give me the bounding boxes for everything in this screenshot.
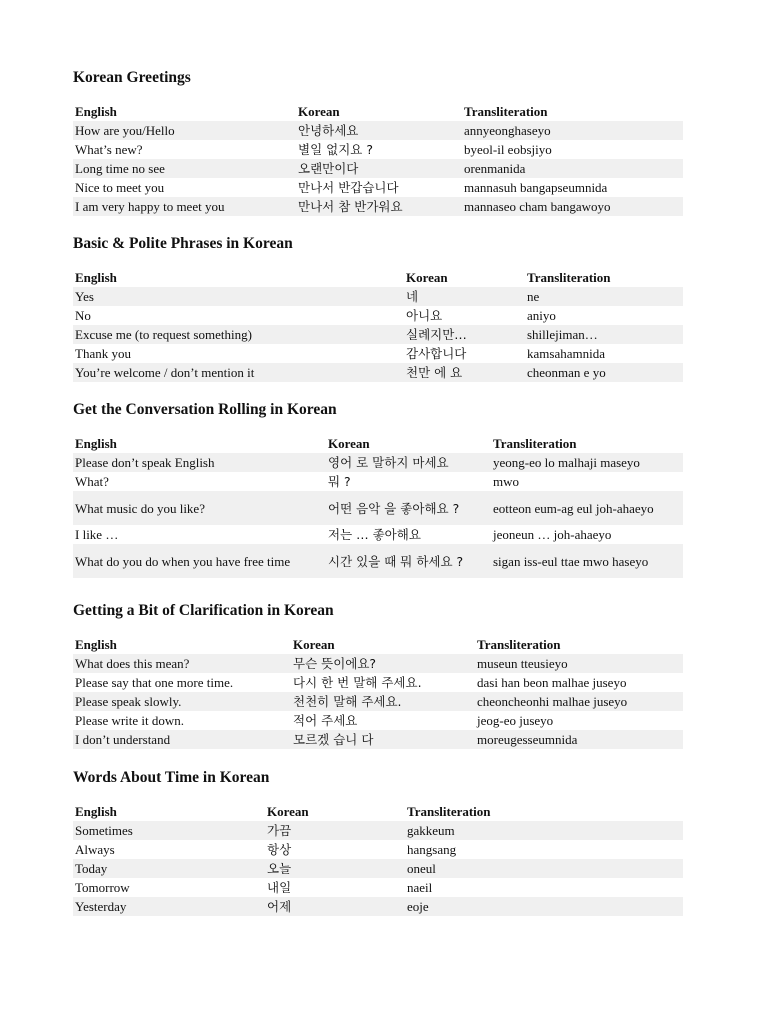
table-row <box>73 897 683 916</box>
table-row <box>73 840 683 859</box>
cell-korean: 어제 <box>265 897 405 916</box>
cell-english: I like … <box>75 527 119 542</box>
table-row <box>73 453 683 472</box>
cell-korean: 가끔 <box>265 821 405 840</box>
table-row <box>73 287 683 306</box>
header-english: English <box>75 436 117 451</box>
cell-transliteration: naeil <box>407 880 433 895</box>
cell-transliteration: jeoneun … joh-ahaeyo <box>493 527 612 542</box>
table-row <box>73 472 683 491</box>
header-korean: Korean <box>328 436 370 451</box>
cell-english: Excuse me (to request something) <box>73 325 404 344</box>
cell-korean: 다시 한 번 말해 주세요. <box>293 675 422 690</box>
cell-transliteration: cheonman e yo <box>525 363 683 382</box>
table-row <box>73 654 683 673</box>
cell-korean: 천천히 말해 주세요. <box>291 692 475 711</box>
cell-korean: 안녕하세요 <box>296 121 462 140</box>
table-row <box>73 711 683 730</box>
table-row <box>73 159 683 178</box>
cell-korean: 항상 <box>267 842 292 857</box>
cell-english: Nice to meet you <box>75 180 165 195</box>
cell-transliteration: eoje <box>405 897 683 916</box>
section-title: Basic & Polite Phrases in Korean <box>73 235 293 252</box>
cell-transliteration: gakkeum <box>405 821 683 840</box>
table-row <box>73 197 683 216</box>
cell-transliteration: aniyo <box>527 308 556 323</box>
cell-english: Today <box>73 859 265 878</box>
cell-transliteration: dasi han beon malhae juseyo <box>477 675 627 690</box>
cell-korean: 네 <box>404 287 525 306</box>
cell-english: What? <box>75 474 109 489</box>
cell-transliteration: museun tteusieyo <box>475 654 683 673</box>
table-row <box>73 306 683 325</box>
table-header-row <box>73 268 683 287</box>
section-title: Korean Greetings <box>73 69 191 86</box>
cell-korean: 오랜만이다 <box>296 159 462 178</box>
table-row <box>73 692 683 711</box>
cell-transliteration: ne <box>525 287 683 306</box>
cell-transliteration: jeog-eo juseyo <box>477 713 554 728</box>
cell-english: Long time no see <box>73 159 296 178</box>
cell-transliteration: byeol-il eobsjiyo <box>464 142 552 157</box>
cell-transliteration: mwo <box>493 474 519 489</box>
header-transliteration: Transliteration <box>464 104 548 119</box>
cell-english: Sometimes <box>73 821 265 840</box>
cell-transliteration: shillejiman… <box>525 325 683 344</box>
phrase-table <box>73 102 683 216</box>
table-row <box>73 878 683 897</box>
cell-korean: 실례지만… <box>404 325 525 344</box>
phrase-table <box>73 434 683 578</box>
cell-transliteration: mannaseo cham bangawoyo <box>462 197 683 216</box>
header-transliteration: Transliteration <box>407 804 491 819</box>
cell-korean: 내일 <box>267 880 292 895</box>
header-transliteration: Transliteration <box>493 436 577 451</box>
cell-english: I am very happy to meet you <box>73 197 296 216</box>
cell-english: No <box>75 308 91 323</box>
section-conversation-rolling <box>73 399 683 578</box>
table-row <box>73 821 683 840</box>
table-row <box>73 730 683 749</box>
section-basic-polite-phrases <box>73 233 683 382</box>
cell-english: You’re welcome / don’t mention it <box>73 363 404 382</box>
cell-transliteration: cheoncheonhi malhae juseyo <box>475 692 683 711</box>
phrase-table <box>73 802 683 916</box>
cell-korean: 저는 … 좋아해요 <box>328 527 421 542</box>
section-clarification <box>73 600 683 749</box>
table-header-row <box>73 434 683 453</box>
cell-english: How are you/Hello <box>73 121 296 140</box>
table-row <box>73 491 683 525</box>
cell-transliteration: oneul <box>405 859 683 878</box>
cell-english: What does this mean? <box>73 654 291 673</box>
cell-english: Yes <box>73 287 404 306</box>
header-english: English <box>75 270 117 285</box>
table-row <box>73 673 683 692</box>
cell-korean: 적어 주세요 <box>293 713 358 728</box>
phrase-table <box>73 635 683 749</box>
cell-english: I don’t understand <box>73 730 291 749</box>
cell-transliteration: moreugesseumnida <box>475 730 683 749</box>
cell-korean: 모르겠 습니 다 <box>291 730 475 749</box>
cell-korean: 시간 있을 때 뭐 하세요 ? <box>326 544 491 578</box>
cell-transliteration: sigan iss-eul ttae mwo haseyo <box>491 544 683 578</box>
cell-english: Please say that one more time. <box>75 675 234 690</box>
table-header-row <box>73 802 683 821</box>
phrase-table <box>73 268 683 382</box>
cell-korean: 어떤 음악 을 좋아해요 ? <box>326 491 491 525</box>
table-row <box>73 544 683 578</box>
cell-transliteration: eotteon eum-ag eul joh-ahaeyo <box>491 491 683 525</box>
table-header-row <box>73 635 683 654</box>
cell-transliteration: hangsang <box>407 842 457 857</box>
header-korean: Korean <box>406 270 448 285</box>
cell-english: Always <box>75 842 115 857</box>
cell-english: Thank you <box>75 346 131 361</box>
header-transliteration: Transliteration <box>477 637 561 652</box>
section-title: Get the Conversation Rolling in Korean <box>73 401 337 418</box>
cell-korean: 만나서 반갑습니다 <box>298 180 399 195</box>
header-korean: Korean <box>267 804 309 819</box>
table-header-row <box>73 102 683 121</box>
cell-korean: 천만 에 요 <box>404 363 525 382</box>
cell-english: Yesterday <box>73 897 265 916</box>
cell-english: What music do you like? <box>73 491 326 525</box>
section-korean-greetings <box>73 67 683 216</box>
cell-transliteration: kamsahamnida <box>527 346 605 361</box>
table-row <box>73 178 683 197</box>
cell-english: Tomorrow <box>75 880 130 895</box>
header-english: English <box>75 637 117 652</box>
cell-english: What’s new? <box>75 142 143 157</box>
cell-korean: 아니요 <box>406 308 443 323</box>
section-title: Getting a Bit of Clarification in Korean <box>73 602 334 619</box>
section-words-about-time <box>73 767 683 916</box>
cell-korean: 뭐 ? <box>328 474 351 489</box>
cell-transliteration: annyeonghaseyo <box>462 121 683 140</box>
cell-english: Please speak slowly. <box>73 692 291 711</box>
table-row <box>73 525 683 544</box>
table-row <box>73 325 683 344</box>
cell-korean: 오늘 <box>265 859 405 878</box>
table-row <box>73 140 683 159</box>
cell-korean: 무슨 뜻이에요? <box>291 654 475 673</box>
cell-korean: 감사합니다 <box>406 346 467 361</box>
header-transliteration: Transliteration <box>527 270 611 285</box>
table-row <box>73 344 683 363</box>
cell-english: Please don’t speak English <box>73 453 326 472</box>
table-row <box>73 363 683 382</box>
cell-transliteration: yeong-eo lo malhaji maseyo <box>491 453 683 472</box>
table-row <box>73 859 683 878</box>
header-english: English <box>75 104 117 119</box>
cell-transliteration: orenmanida <box>462 159 683 178</box>
header-korean: Korean <box>298 104 340 119</box>
cell-korean: 만나서 참 반가워요 <box>296 197 462 216</box>
header-korean: Korean <box>293 637 335 652</box>
cell-english: What do you do when you have free time <box>73 544 326 578</box>
section-title: Words About Time in Korean <box>73 769 270 786</box>
header-english: English <box>75 804 117 819</box>
cell-korean: 별일 없지요 ? <box>298 142 373 157</box>
table-row <box>73 121 683 140</box>
cell-transliteration: mannasuh bangapseumnida <box>464 180 608 195</box>
cell-korean: 영어 로 말하지 마세요 <box>326 453 491 472</box>
cell-english: Please write it down. <box>75 713 185 728</box>
